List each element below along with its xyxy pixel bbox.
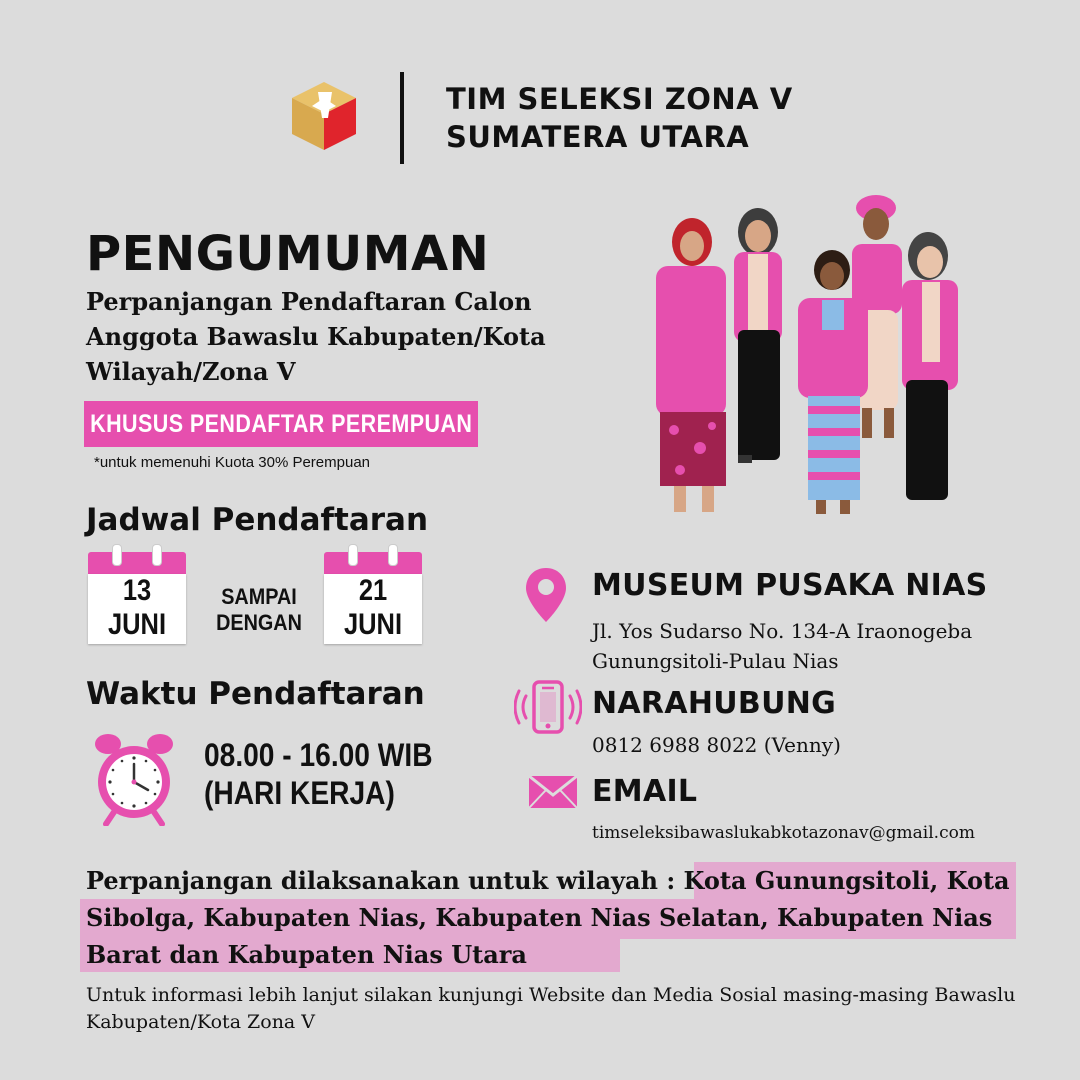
address-line-1: Jl. Yos Sudarso No. 134-A Iraonogeba: [592, 619, 973, 643]
time-heading: Waktu Pendaftaran: [86, 676, 425, 712]
subtitle-line-1: Perpanjangan Pendaftaran Calon: [86, 287, 532, 316]
until-line-1: SAMPAI: [221, 584, 297, 609]
badge-text: KHUSUS PENDAFTAR PEREMPUAN: [89, 409, 473, 438]
end-month: JUNI: [343, 608, 403, 641]
email-envelope-icon: [528, 775, 578, 809]
subtitle-line-2: Anggota Bawaslu Kabupaten/Kota: [86, 322, 546, 351]
start-month: JUNI: [107, 608, 167, 641]
alarm-clock-icon: [92, 730, 176, 826]
contact-phone[interactable]: 0812 6988 8022 (Venny): [592, 733, 841, 757]
bawaslu-logo-icon: [288, 78, 360, 152]
women-group-illustration: [640, 190, 980, 530]
email-address[interactable]: timseleksibawaslukabkotazonav@gmail.com: [592, 823, 975, 843]
region-statement: [86, 862, 1016, 973]
page-title: PENGUMUMAN: [86, 226, 490, 282]
start-day: 13: [122, 574, 152, 607]
further-info: Untuk informasi lebih lanjut silakan kunjungi Website dan Media Sosial masing-masing Bawaslu Kabupaten/Kota Zona V: [86, 984, 1016, 1033]
women-only-badge: [84, 401, 478, 447]
region-prefix: Perpanjangan dilaksanakan untuk wilayah :: [86, 866, 684, 895]
org-line-2: SUMATERA UTARA: [446, 120, 750, 154]
until-line-2: DENGAN: [216, 610, 302, 635]
hours-range: 08.00 - 16.00 WIB: [204, 737, 433, 773]
quota-note: *untuk memenuhi Kuota 30% Perempuan: [94, 454, 371, 471]
subtitle-line-3: Wilayah/Zona V: [86, 357, 296, 386]
work-days: (HARI KERJA): [204, 775, 395, 811]
end-date-calendar-icon: [324, 544, 422, 646]
org-line-1: TIM SELEKSI ZONA V: [446, 82, 793, 116]
location-address: [592, 616, 972, 676]
location-heading: MUSEUM PUSAKA NIAS: [592, 568, 988, 603]
office-hours: [204, 736, 433, 812]
start-date-calendar-icon: [88, 544, 186, 646]
organization-name: [446, 80, 793, 156]
announcement-subtitle: [86, 284, 606, 389]
region-list: Kota Gunungsitoli, Kota Sibolga, Kabupaten Nias, Kabupaten Nias Selatan, Kabupaten Nias Barat dan Kabupaten Nias Utara: [86, 866, 1010, 969]
end-day: 21: [358, 574, 388, 607]
until-label: [215, 584, 303, 636]
location-pin-icon: [524, 566, 568, 624]
email-heading: EMAIL: [592, 774, 698, 809]
schedule-heading: Jadwal Pendaftaran: [86, 502, 429, 538]
phone-icon: [514, 680, 582, 734]
header-divider: [400, 72, 404, 164]
address-line-2: Gunungsitoli-Pulau Nias: [592, 649, 839, 673]
contact-heading: NARAHUBUNG: [592, 686, 837, 721]
